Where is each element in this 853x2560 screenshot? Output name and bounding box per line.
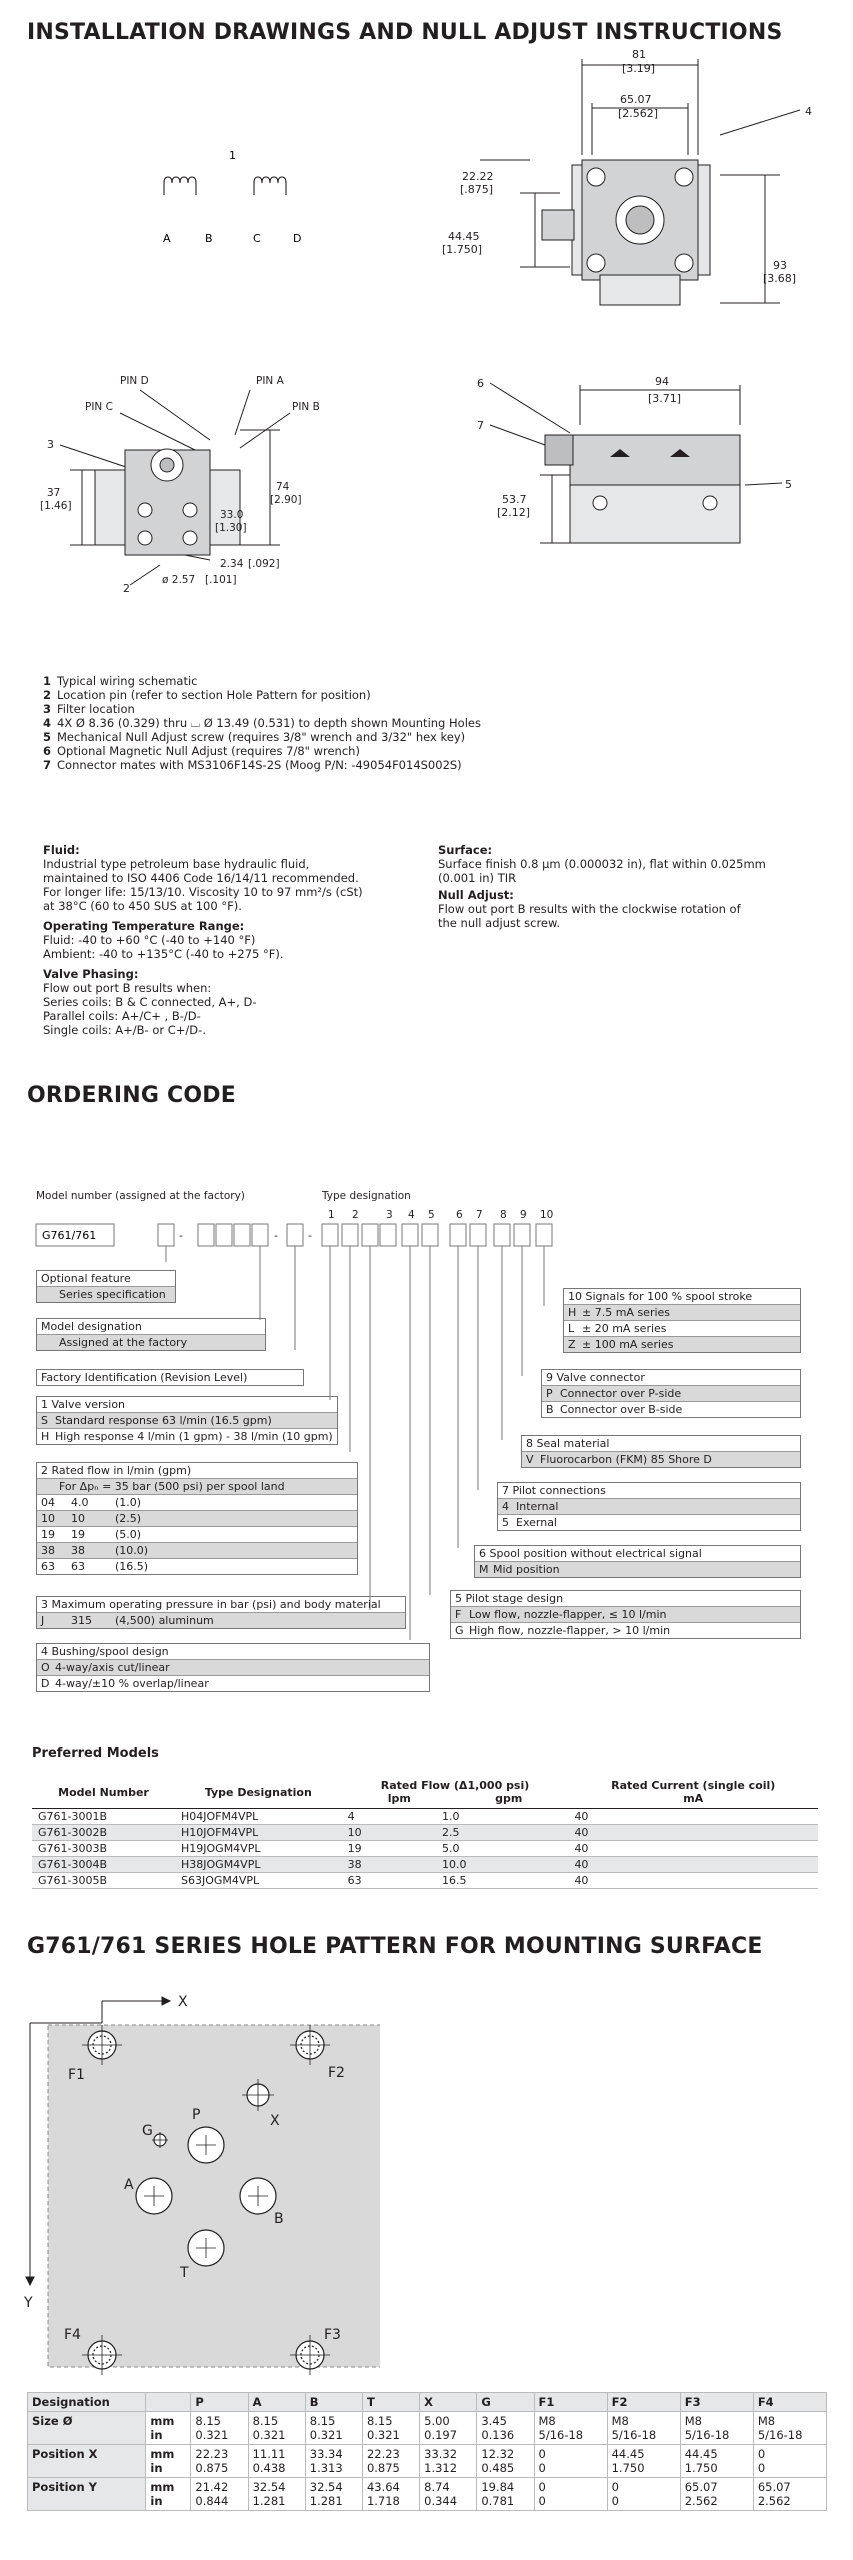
callout-1: 1 <box>229 149 236 162</box>
table-row: Size Ø mm in 8.15 0.321 8.15 0.321 8.15 0.321 8.15 0.321 5.00 0.197 3.45 0.136 M8 5/16-18 M8 5/16-18 M8 5/16-18 M8 5/16-18 <box>28 2412 827 2445</box>
factory-id-box: Factory Identification (Revision Level) <box>36 1369 304 1386</box>
null-adjust-title: Null Adjust: <box>438 888 514 902</box>
rated-flow-box: 2 Rated flow in l/min (gpm) For Δpₙ = 35 bar (500 psi) per spool land 04 4.0 (1.0) 10 10 (2.5) 19 19 (5.0) 38 38 (10.0) 63 63 (16.5) <box>36 1462 358 1575</box>
top-view-drawing <box>420 45 830 320</box>
hole-t-label: T <box>180 2265 189 2281</box>
bushing-spool-box: 4 Bushing/spool design O 4-way/axis cut/linear D 4-way/±10 % overlap/linear <box>36 1643 430 1692</box>
preferred-title: Preferred Models <box>32 1746 159 1761</box>
table-row: Position X mm in 22.23 0.875 11.11 0.438 33.34 1.313 22.23 0.875 33.32 1.312 12.32 0.485 0 0 44.45 1.750 44.45 1.750 0 0 <box>28 2445 827 2478</box>
dim-2222: 22.22 <box>462 170 494 183</box>
preferred-models-table: Model Number Type Designation Rated Flow (Δ1,000 psi) lpm gpm Rated Current (single coil) mA G761-3001B H04JOFM4VPL 4 1.0 40 G761-3002B H10JOFM4VPL 10 2.5 40 G761-3003B H19JOGM4VPL 19 5.0 40 G761-3004B H38JOGM4VPL 38 10.0 40 G761-3005B S63JOGM4VPL 63 16.5 40 <box>32 1776 818 1889</box>
axis-y-label: Y <box>24 2295 33 2311</box>
svg-text:5: 5 <box>428 1209 435 1221</box>
table-row: G761-3003B H19JOGM4VPL 19 5.0 40 <box>32 1841 818 1857</box>
dim-330-in: [1.30] <box>215 522 247 534</box>
hole-b-label: B <box>274 2211 284 2227</box>
model-value: G761/761 <box>42 1229 97 1242</box>
spec-right-column: Surface: Surface finish 0.8 µm (0.000032 in), flat within 0.025mm (0.001 in) TIR Null Adjust: Flow out port B results with the clockwise rotation of the null adjust screw. <box>438 843 838 930</box>
hole-a-label: A <box>124 2177 134 2193</box>
callout-7: 7 <box>477 419 484 432</box>
hole-p-label: P <box>192 2107 201 2123</box>
callout-5: 5 <box>785 478 792 491</box>
coil-a: A <box>163 232 171 245</box>
notes-list <box>43 674 603 772</box>
table-row: G761-3005B S63JOGM4VPL 63 16.5 40 <box>32 1873 818 1889</box>
signals-box: 10 Signals for 100 % spool stroke H ± 7.5 mA series L ± 20 mA series Z ± 100 mA series <box>563 1288 801 1353</box>
model-designation-box: Model designation Assigned at the factory <box>36 1318 266 1351</box>
callout-4: 4 <box>805 105 812 118</box>
note-item: 2 Location pin (refer to section Hole Pattern for position) <box>43 688 371 702</box>
dim-81: 81 <box>632 48 646 61</box>
svg-text:6: 6 <box>456 1209 463 1221</box>
svg-text:10: 10 <box>540 1209 554 1221</box>
spec-left-column: Fluid: Industrial type petroleum base hydraulic fluid, maintained to ISO 4406 Code 16/14/11 recommended. For longer life: 15/13/10. Viscosity 10 to 97 mm²/s (cSt) at 38°C (60 to 450 SUS at 100 °F). Operating Temperature Range: Fluid: -40 to +60 °C (-40 to +140 °F) Ambient: -40 to +135°C (-40 to +275 °F). Valve Phasing: Flow out port B results when: Series coils: B & C connected, A+, D- Parallel coils: A+/C+ , B-/D- Single coils: A+/B- or C+/D-. <box>43 843 443 1037</box>
svg-text:-: - <box>274 1229 278 1242</box>
valve-connector-box: 9 Valve connector P Connector over P-side B Connector over B-side <box>541 1369 801 1418</box>
note-item: 3 Filter location <box>43 702 135 716</box>
note-item: 4 4X Ø 8.36 (0.329) thru ⌴ Ø 13.49 (0.531) to depth shown Mounting Holes <box>43 716 481 730</box>
phasing-title: Valve Phasing: <box>43 967 139 981</box>
note-item: 6 Optional Magnetic Null Adjust (requires 7/8" wrench) <box>43 744 360 758</box>
hole-f3-label: F3 <box>324 2327 341 2343</box>
svg-text:4: 4 <box>408 1209 415 1221</box>
table-row: G761-3001B H04JOFM4VPL 4 1.0 40 <box>32 1809 818 1825</box>
front-view-drawing <box>30 370 390 600</box>
svg-text:1: 1 <box>328 1209 335 1221</box>
dim-37-in: [1.46] <box>40 500 72 512</box>
hole-f2-label: F2 <box>328 2065 345 2081</box>
valve-version-box: 1 Valve version S Standard response 63 l/min (16.5 gpm) H High response 4 l/min (1 gpm) - 38 l/min (10 gpm) <box>36 1396 338 1445</box>
dim-330: 33.0 <box>220 509 244 521</box>
pilot-connections-box: 7 Pilot connections 4 Internal 5 Exernal <box>497 1482 801 1531</box>
fluid-title: Fluid: <box>43 843 80 857</box>
dim-2222-in: [.875] <box>460 183 494 196</box>
dim-93-in: [3.68] <box>763 272 797 285</box>
hole-g-label: G <box>142 2123 153 2139</box>
hole-pattern-table: Designation P A B T X G F1 F2 F3 F4 Size Ø mm in 8.15 0.321 8.15 0.321 8.15 0.321 8.15 0.321 5.00 0.197 3.45 0.136 M8 5/16-18 M8 5/16-18 M8 5/16-18 M8 5/16-18 Position X mm in 22.23 0.875 11.11 0.438 33.34 1.313 22.23 0.875 33.32 1.312 12.32 0.485 0 0 44.45 1.750 44.45 1.750 0 0 Position Y mm in 21.42 0.844 32.54 1.281 32.54 1.281 43.64 1.718 8.74 0.344 19.84 0.781 0 0 0 0 65.07 2.562 65.07 2.562 <box>27 2392 827 2511</box>
dim-537-in: [2.12] <box>497 506 531 519</box>
label-pin-d: PIN D <box>120 375 149 387</box>
dim-93: 93 <box>773 259 787 272</box>
dim-94: 94 <box>655 375 669 388</box>
temp-title: Operating Temperature Range: <box>43 919 245 933</box>
svg-text:2: 2 <box>352 1209 359 1221</box>
coil-c: C <box>253 232 261 245</box>
dim-74-in: [2.90] <box>270 494 302 506</box>
dim-4445-in: [1.750] <box>442 243 483 256</box>
dim-537: 53.7 <box>502 493 527 506</box>
svg-text:7: 7 <box>476 1209 483 1221</box>
pressure-box: 3 Maximum operating pressure in bar (psi) and body material J 315 (4,500) aluminum <box>36 1596 406 1629</box>
wiring-schematic <box>150 140 330 260</box>
note-item: 1 Typical wiring schematic <box>43 674 198 688</box>
label-pin-a: PIN A <box>256 375 284 387</box>
label-pin-c: PIN C <box>85 401 113 413</box>
surface-title: Surface: <box>438 843 493 857</box>
hole-f4-label: F4 <box>64 2327 81 2343</box>
seal-material-box: 8 Seal material V Fluorocarbon (FKM) 85 Shore D <box>521 1435 801 1468</box>
dim-257-in: [.101] <box>205 574 237 586</box>
dim-6507-in: [2.562] <box>618 107 659 120</box>
callout-2: 2 <box>123 582 130 595</box>
svg-text:-: - <box>179 1229 183 1242</box>
dim-81-in: [3.19] <box>622 62 656 75</box>
dim-37: 37 <box>47 487 61 499</box>
axis-x-label: X <box>178 1994 188 2010</box>
dim-6507: 65.07 <box>620 93 652 106</box>
type-designation-label: Type designation <box>322 1190 411 1202</box>
svg-text:3: 3 <box>386 1209 393 1221</box>
dim-257: ø 2.57 <box>162 574 196 586</box>
pilot-stage-box: 5 Pilot stage design F Low flow, nozzle-flapper, ≤ 10 l/min G High flow, nozzle-flapper, > 10 l/min <box>450 1590 801 1639</box>
coil-b: B <box>205 232 213 245</box>
note-item: 5 Mechanical Null Adjust screw (requires 3/8" wrench and 3/32" hex key) <box>43 730 466 744</box>
table-row: G761-3004B H38JOGM4VPL 38 10.0 40 <box>32 1857 818 1873</box>
table-row: G761-3002B H10JOFM4VPL 10 2.5 40 <box>32 1825 818 1841</box>
label-pin-b: PIN B <box>292 401 320 413</box>
callout-6: 6 <box>477 377 484 390</box>
spool-position-box: 6 Spool position without electrical signal M Mid position <box>474 1545 801 1578</box>
dim-234: 2.34 <box>220 558 244 570</box>
model-number-label: Model number (assigned at the factory) <box>36 1190 245 1202</box>
optional-feature-box: Optional feature Series specification <box>36 1270 176 1303</box>
note-item: 7 Connector mates with MS3106F14S-2S (Moog P/N: -49054F014S002S) <box>43 758 462 772</box>
dim-4445: 44.45 <box>448 230 480 243</box>
dim-74: 74 <box>276 481 290 493</box>
table-row: Position Y mm in 21.42 0.844 32.54 1.281 32.54 1.281 43.64 1.718 8.74 0.344 19.84 0.781 0 0 0 0 65.07 2.562 65.07 2.562 <box>28 2478 827 2511</box>
svg-text:-: - <box>308 1229 312 1242</box>
svg-text:8: 8 <box>500 1209 507 1221</box>
side-view-drawing <box>460 375 820 555</box>
svg-text:9: 9 <box>520 1209 527 1221</box>
hole-x-label: X <box>270 2113 280 2129</box>
hole-pattern-drawing <box>20 1985 380 2385</box>
ordering-title: ORDERING CODE <box>27 1083 236 1108</box>
page-title: INSTALLATION DRAWINGS AND NULL ADJUST INSTRUCTIONS <box>27 20 783 45</box>
dim-94-in: [3.71] <box>648 392 682 405</box>
callout-3: 3 <box>47 438 54 451</box>
hole-f1-label: F1 <box>68 2067 85 2083</box>
dim-234-in: [.092] <box>248 558 280 570</box>
hole-pattern-title: G761/761 SERIES HOLE PATTERN FOR MOUNTING SURFACE <box>27 1934 763 1959</box>
coil-d: D <box>293 232 302 245</box>
